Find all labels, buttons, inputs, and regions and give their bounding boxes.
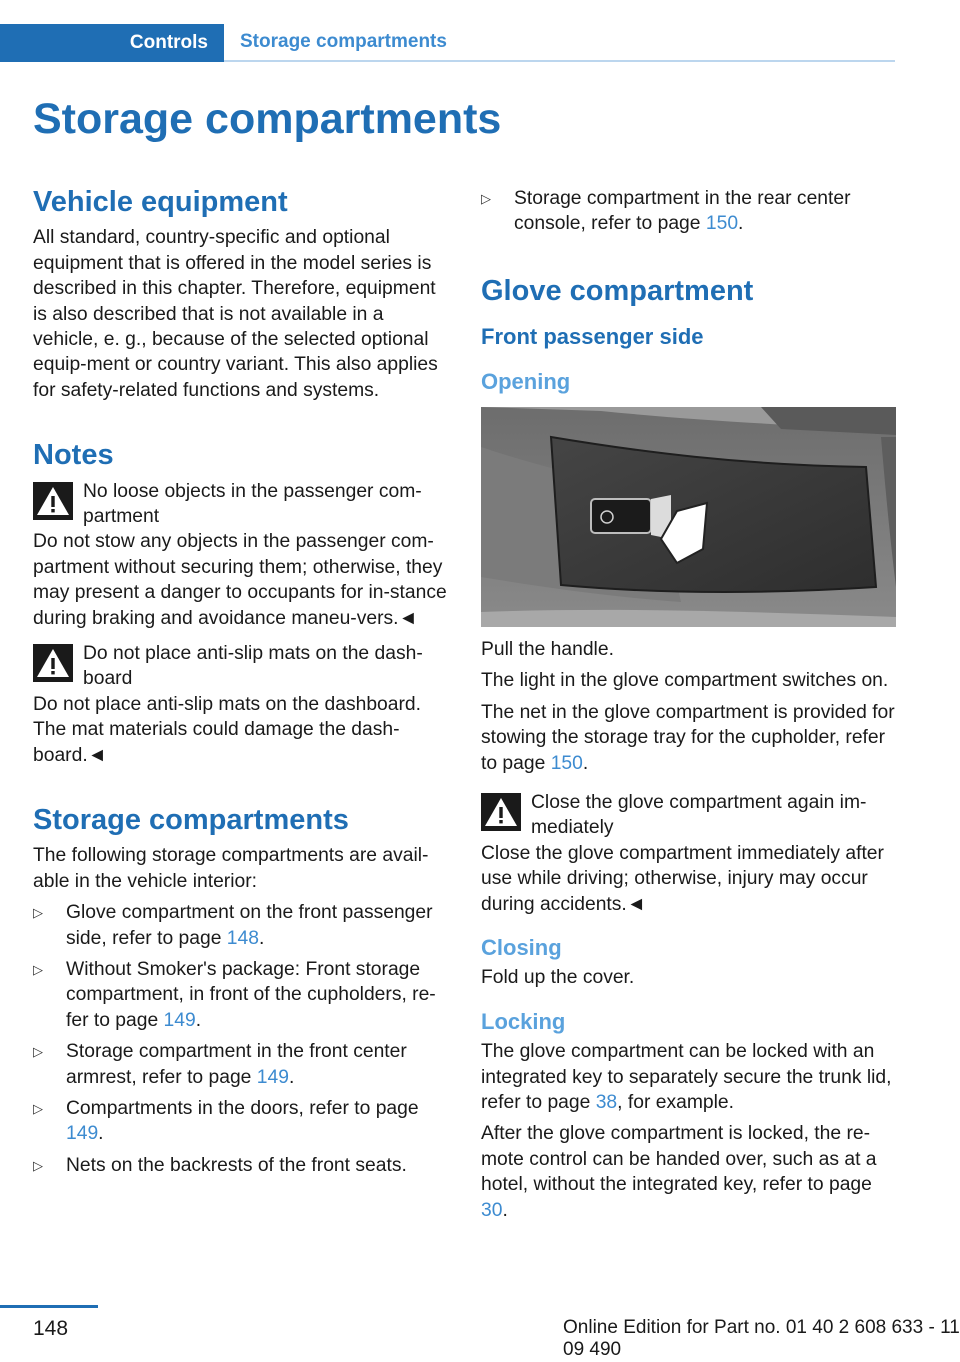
pull-handle-text: Pull the handle. — [481, 638, 614, 660]
warning-anti-slip-mats — [33, 641, 451, 692]
right-column — [481, 186, 899, 1223]
heading-front-passenger-side: Front passenger side — [481, 324, 704, 350]
warning-title: No loose objects in the passenger com-partment — [83, 480, 422, 527]
list-item: ▷ Nets on the backrests of the front seats. — [33, 1153, 451, 1184]
heading-closing: Closing — [481, 935, 562, 960]
header-divider — [224, 60, 895, 62]
net-text: The net in the glove compartment is provided for stowing the storage tray for the cupholder, refer to page 150. — [481, 701, 895, 774]
closing-text: Fold up the cover. — [481, 967, 635, 989]
storage-list — [33, 900, 451, 1184]
bullet-triangle-icon: ▷ — [481, 191, 491, 206]
warning-body: Do not place anti-slip mats on the dashboard. The mat materials could damage the dash-board.◄ — [33, 693, 421, 766]
heading-storage-compartments: Storage compartments — [33, 804, 349, 836]
heading-locking: Locking — [481, 1008, 566, 1034]
warning-triangle-icon — [33, 482, 73, 520]
page-link[interactable]: 38 — [595, 1092, 618, 1113]
page-link[interactable]: 148 — [226, 927, 259, 949]
heading-glove-compartment: Glove compartment — [481, 274, 754, 307]
list-item: ▷ Compartments in the doors, refer to page 149. — [33, 1098, 419, 1145]
warning-title: Close the glove compartment again im-mediately — [531, 791, 867, 839]
section-tab[interactable] — [0, 24, 224, 62]
warning-body: Do not stow any objects in the passenger com-partment without securing them; otherwise, they may present a danger to occupants for in-stance during braking and avoidance maneu-vers.◄ — [33, 531, 447, 629]
list-item: ▷ Storage compartment in the rear center console, refer to page 150. — [481, 188, 851, 235]
storage-list-continued — [481, 186, 899, 243]
vehicle-equipment-text: All standard, country-specific and optional equipment that is offered in the model series is described in this chapter. Therefore, equipment is also described that is not available in a vehicle, e. g., because of the selected optional equip-ment or country variant. This also applies for safety-related functions and systems. — [33, 227, 438, 401]
glove-compartment-photo — [481, 407, 896, 627]
light-text: The light in the glove compartment switches on. — [481, 670, 889, 692]
section-tab-label: Controls — [129, 32, 208, 53]
locking-text: The glove compartment can be locked with an integrated key to separately secure the trunk lid, refer to page 38, for example. — [481, 1041, 892, 1113]
page-link[interactable]: 150 — [705, 213, 739, 235]
page-link[interactable]: 149 — [256, 1066, 289, 1088]
warning-triangle-icon — [481, 793, 521, 831]
warning-triangle-icon — [33, 644, 73, 682]
page-link[interactable]: 30 — [481, 1199, 503, 1221]
warning-close-glove-compartment — [481, 790, 899, 841]
bullet-triangle-icon: ▷ — [33, 1157, 43, 1173]
warning-title: Do not place anti-slip mats on the dash-board — [83, 642, 423, 690]
bullet-triangle-icon: ▷ — [33, 961, 43, 977]
heading-vehicle-equipment: Vehicle equipment — [33, 186, 288, 218]
warning-body: Close the glove compartment immediately after use while driving; otherwise, injury may occur during accidents.◄ — [481, 842, 884, 915]
left-column — [33, 186, 451, 1184]
after-locking-text: After the glove compartment is locked, the re-mote control can be handed over, such as at a hotel, without the integrated key, refer to page 30. — [481, 1123, 877, 1221]
warning-loose-objects — [33, 479, 451, 530]
bullet-triangle-icon: ▷ — [33, 1044, 43, 1060]
heading-notes: Notes — [33, 439, 114, 472]
page-link[interactable]: 149 — [163, 1009, 196, 1031]
heading-opening: Opening — [481, 368, 571, 394]
page-number: 148 — [33, 1317, 69, 1340]
subsection-label: Storage compartments — [240, 31, 447, 52]
list-item: ▷ Glove compartment on the front passenger side, refer to page 148. — [33, 902, 433, 949]
list-item: ▷ Without Smoker's package: Front storage compartment, in front of the cupholders, re-fer to page 149. — [33, 958, 436, 1031]
page-title: Storage compartments — [33, 95, 502, 143]
storage-intro: The following storage compartments are avail-able in the vehicle interior: — [33, 845, 429, 892]
bullet-triangle-icon: ▷ — [33, 1101, 43, 1116]
edition-info: Online Edition for Part no. 01 40 2 608 633 - 11 09 490 — [563, 1317, 960, 1360]
footer-divider — [0, 1305, 98, 1308]
page-link[interactable]: 149 — [66, 1123, 99, 1145]
bullet-triangle-icon: ▷ — [33, 905, 43, 921]
list-item: ▷ Storage compartment in the front center armrest, refer to page 149. — [33, 1041, 407, 1088]
page-link[interactable]: 150 — [550, 752, 583, 774]
